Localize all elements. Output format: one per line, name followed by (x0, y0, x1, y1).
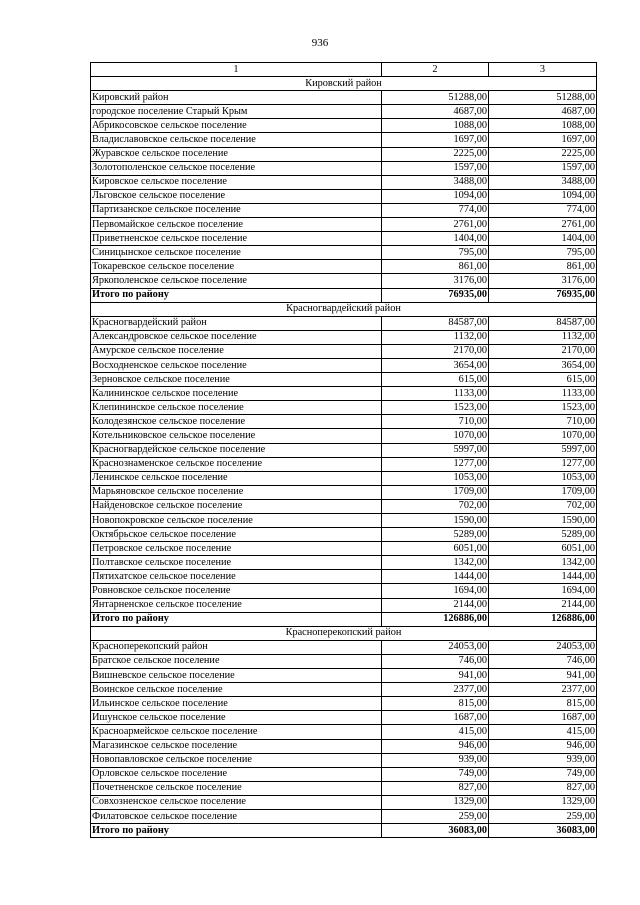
row-value-col3: 1342,00 (489, 556, 597, 570)
row-value-col3: 2225,00 (489, 147, 597, 161)
budget-table (90, 62, 597, 838)
table-row (91, 246, 597, 260)
table-row (91, 105, 597, 119)
row-value-col2: 1329,00 (382, 795, 489, 809)
total-value-col2: 36083,00 (382, 824, 489, 838)
row-value-col2: 1088,00 (382, 119, 489, 133)
row-name: Филатовское сельское поселение (91, 809, 382, 823)
row-name: Восходненское сельское поселение (91, 358, 382, 372)
row-name: Вишневское сельское поселение (91, 669, 382, 683)
row-name: Октябрьское сельское поселение (91, 528, 382, 542)
row-value-col2: 615,00 (382, 373, 489, 387)
table-row (91, 640, 597, 654)
row-value-col3: 815,00 (489, 697, 597, 711)
row-value-col2: 1277,00 (382, 457, 489, 471)
row-value-col2: 6051,00 (382, 542, 489, 556)
row-value-col3: 795,00 (489, 246, 597, 260)
row-value-col2: 1687,00 (382, 711, 489, 725)
row-name: Владиславовское сельское поселение (91, 133, 382, 147)
total-label: Итого по району (91, 288, 382, 302)
table-body (91, 63, 597, 838)
table-row (91, 485, 597, 499)
row-value-col3: 1132,00 (489, 330, 597, 344)
row-value-col2: 1094,00 (382, 189, 489, 203)
row-value-col2: 1132,00 (382, 330, 489, 344)
column-header-2: 2 (382, 63, 489, 77)
row-name: Калининское сельское поселение (91, 387, 382, 401)
row-name: Кировское сельское поселение (91, 175, 382, 189)
total-row (91, 612, 597, 626)
row-name: Абрикосовское сельское поселение (91, 119, 382, 133)
row-value-col3: 415,00 (489, 725, 597, 739)
row-value-col3: 1133,00 (489, 387, 597, 401)
row-value-col3: 5289,00 (489, 528, 597, 542)
table-row (91, 274, 597, 288)
section-header-row (91, 302, 597, 316)
row-value-col2: 1523,00 (382, 401, 489, 415)
table-row (91, 218, 597, 232)
table-row (91, 499, 597, 513)
row-value-col3: 3176,00 (489, 274, 597, 288)
row-name: Красноперекопский район (91, 640, 382, 654)
table-row (91, 570, 597, 584)
row-value-col2: 939,00 (382, 753, 489, 767)
row-value-col2: 24053,00 (382, 640, 489, 654)
row-value-col3: 1277,00 (489, 457, 597, 471)
row-name: Александровское сельское поселение (91, 330, 382, 344)
row-value-col3: 1709,00 (489, 485, 597, 499)
row-value-col3: 1597,00 (489, 161, 597, 175)
table-row (91, 683, 597, 697)
table-row (91, 753, 597, 767)
table-row (91, 401, 597, 415)
row-name: Приветненское сельское поселение (91, 232, 382, 246)
row-name: городское поселение Старый Крым (91, 105, 382, 119)
row-value-col2: 5997,00 (382, 443, 489, 457)
total-value-col3: 36083,00 (489, 824, 597, 838)
row-name: Красногвардейское сельское поселение (91, 443, 382, 457)
table-row (91, 373, 597, 387)
table-row (91, 528, 597, 542)
row-value-col3: 1088,00 (489, 119, 597, 133)
table-row (91, 654, 597, 668)
row-name: Янтарненское сельское поселение (91, 598, 382, 612)
section-title: Красноперекопский район (91, 626, 597, 640)
row-value-col3: 24053,00 (489, 640, 597, 654)
table-row (91, 739, 597, 753)
total-value-col3: 76935,00 (489, 288, 597, 302)
row-name: Первомайское сельское поселение (91, 218, 382, 232)
row-name: Пятихатское сельское поселение (91, 570, 382, 584)
table-row (91, 767, 597, 781)
table-row (91, 260, 597, 274)
row-name: Красноармейское сельское поселение (91, 725, 382, 739)
table-row (91, 203, 597, 217)
table-row (91, 457, 597, 471)
row-name: Льговское сельское поселение (91, 189, 382, 203)
row-value-col2: 1342,00 (382, 556, 489, 570)
row-name: Совхозненское сельское поселение (91, 795, 382, 809)
row-name: Амурское сельское поселение (91, 344, 382, 358)
table-row (91, 669, 597, 683)
total-row (91, 288, 597, 302)
table-row (91, 415, 597, 429)
row-value-col2: 861,00 (382, 260, 489, 274)
row-value-col3: 1444,00 (489, 570, 597, 584)
row-value-col3: 827,00 (489, 781, 597, 795)
row-value-col2: 259,00 (382, 809, 489, 823)
row-name: Почетненское сельское поселение (91, 781, 382, 795)
table-row (91, 330, 597, 344)
row-value-col3: 84587,00 (489, 316, 597, 330)
section-title: Кировский район (91, 77, 597, 91)
row-value-col3: 1687,00 (489, 711, 597, 725)
row-value-col3: 749,00 (489, 767, 597, 781)
row-value-col2: 2761,00 (382, 218, 489, 232)
row-value-col3: 4687,00 (489, 105, 597, 119)
row-value-col3: 1404,00 (489, 232, 597, 246)
row-value-col2: 702,00 (382, 499, 489, 513)
row-value-col2: 795,00 (382, 246, 489, 260)
page-number: 936 (311, 37, 329, 49)
row-value-col3: 1694,00 (489, 584, 597, 598)
table-row (91, 358, 597, 372)
row-value-col2: 710,00 (382, 415, 489, 429)
row-value-col2: 3176,00 (382, 274, 489, 288)
row-name: Ленинское сельское поселение (91, 471, 382, 485)
row-name: Петровское сельское поселение (91, 542, 382, 556)
row-value-col2: 946,00 (382, 739, 489, 753)
row-name: Кировский район (91, 91, 382, 105)
row-name: Колодезянское сельское поселение (91, 415, 382, 429)
row-value-col3: 710,00 (489, 415, 597, 429)
total-row (91, 824, 597, 838)
row-name: Магазинское сельское поселение (91, 739, 382, 753)
row-name: Ильинское сельское поселение (91, 697, 382, 711)
row-name: Братское сельское поселение (91, 654, 382, 668)
table-row (91, 556, 597, 570)
table-row (91, 161, 597, 175)
row-name: Полтавское сельское поселение (91, 556, 382, 570)
row-name: Найденовское сельское поселение (91, 499, 382, 513)
row-value-col2: 3488,00 (382, 175, 489, 189)
row-value-col3: 1590,00 (489, 514, 597, 528)
row-name: Журавское сельское поселение (91, 147, 382, 161)
row-value-col2: 1053,00 (382, 471, 489, 485)
row-value-col2: 1697,00 (382, 133, 489, 147)
row-value-col2: 941,00 (382, 669, 489, 683)
row-value-col2: 415,00 (382, 725, 489, 739)
section-header-row (91, 626, 597, 640)
row-name: Орловское сельское поселение (91, 767, 382, 781)
table-row (91, 91, 597, 105)
table-row (91, 119, 597, 133)
row-value-col2: 84587,00 (382, 316, 489, 330)
row-value-col2: 749,00 (382, 767, 489, 781)
row-value-col3: 1697,00 (489, 133, 597, 147)
table-row (91, 344, 597, 358)
row-value-col2: 4687,00 (382, 105, 489, 119)
row-value-col2: 51288,00 (382, 91, 489, 105)
total-value-col2: 76935,00 (382, 288, 489, 302)
row-name: Новопавловское сельское поселение (91, 753, 382, 767)
table-row (91, 133, 597, 147)
table-row (91, 514, 597, 528)
row-value-col2: 1694,00 (382, 584, 489, 598)
row-value-col3: 6051,00 (489, 542, 597, 556)
row-value-col2: 746,00 (382, 654, 489, 668)
table-row (91, 542, 597, 556)
row-value-col3: 746,00 (489, 654, 597, 668)
row-value-col2: 1404,00 (382, 232, 489, 246)
row-name: Клепининское сельское поселение (91, 401, 382, 415)
total-label: Итого по району (91, 612, 382, 626)
row-value-col2: 774,00 (382, 203, 489, 217)
table-row (91, 443, 597, 457)
row-value-col2: 1709,00 (382, 485, 489, 499)
row-name: Ишунское сельское поселение (91, 711, 382, 725)
row-value-col3: 774,00 (489, 203, 597, 217)
row-name: Марьяновское сельское поселение (91, 485, 382, 499)
row-name: Воинское сельское поселение (91, 683, 382, 697)
row-name: Золотополенское сельское поселение (91, 161, 382, 175)
column-header-row (91, 63, 597, 77)
table-row (91, 471, 597, 485)
row-value-col2: 1070,00 (382, 429, 489, 443)
row-value-col3: 941,00 (489, 669, 597, 683)
table-row (91, 147, 597, 161)
section-header-row (91, 77, 597, 91)
row-value-col2: 2170,00 (382, 344, 489, 358)
row-value-col3: 861,00 (489, 260, 597, 274)
row-value-col2: 5289,00 (382, 528, 489, 542)
row-value-col2: 1590,00 (382, 514, 489, 528)
row-value-col3: 2377,00 (489, 683, 597, 697)
table-row (91, 725, 597, 739)
row-name: Яркополенское сельское поселение (91, 274, 382, 288)
row-value-col2: 3654,00 (382, 358, 489, 372)
row-value-col3: 1523,00 (489, 401, 597, 415)
row-value-col3: 3654,00 (489, 358, 597, 372)
table-row (91, 809, 597, 823)
row-value-col3: 615,00 (489, 373, 597, 387)
row-name: Котельниковское сельское поселение (91, 429, 382, 443)
row-value-col3: 2761,00 (489, 218, 597, 232)
section-title: Красногвардейский район (91, 302, 597, 316)
row-value-col3: 1053,00 (489, 471, 597, 485)
row-name: Зерновское сельское поселение (91, 373, 382, 387)
row-value-col2: 827,00 (382, 781, 489, 795)
total-value-col2: 126886,00 (382, 612, 489, 626)
table-row (91, 387, 597, 401)
column-header-1: 1 (91, 63, 382, 77)
row-value-col2: 1597,00 (382, 161, 489, 175)
row-value-col2: 2377,00 (382, 683, 489, 697)
row-value-col3: 3488,00 (489, 175, 597, 189)
column-header-3: 3 (489, 63, 597, 77)
table-row (91, 598, 597, 612)
row-name: Новопокровское сельское поселение (91, 514, 382, 528)
row-value-col2: 1444,00 (382, 570, 489, 584)
table-row (91, 697, 597, 711)
row-name: Краснознаменское сельское поселение (91, 457, 382, 471)
table-row (91, 189, 597, 203)
row-name: Токаревское сельское поселение (91, 260, 382, 274)
row-value-col3: 5997,00 (489, 443, 597, 457)
table-row (91, 781, 597, 795)
row-value-col3: 1094,00 (489, 189, 597, 203)
row-value-col3: 51288,00 (489, 91, 597, 105)
row-value-col3: 939,00 (489, 753, 597, 767)
row-name: Ровновское сельское поселение (91, 584, 382, 598)
row-value-col2: 815,00 (382, 697, 489, 711)
row-value-col2: 1133,00 (382, 387, 489, 401)
row-value-col3: 1070,00 (489, 429, 597, 443)
table-row (91, 711, 597, 725)
table-row (91, 316, 597, 330)
total-value-col3: 126886,00 (489, 612, 597, 626)
row-value-col3: 1329,00 (489, 795, 597, 809)
row-value-col3: 2170,00 (489, 344, 597, 358)
row-value-col3: 946,00 (489, 739, 597, 753)
row-value-col3: 2144,00 (489, 598, 597, 612)
table-row (91, 175, 597, 189)
row-name: Красногвардейский район (91, 316, 382, 330)
row-value-col2: 2144,00 (382, 598, 489, 612)
table-row (91, 584, 597, 598)
row-name: Партизанское сельское поселение (91, 203, 382, 217)
table-row (91, 429, 597, 443)
table-row (91, 232, 597, 246)
row-value-col3: 702,00 (489, 499, 597, 513)
row-value-col3: 259,00 (489, 809, 597, 823)
total-label: Итого по району (91, 824, 382, 838)
table-row (91, 795, 597, 809)
row-value-col2: 2225,00 (382, 147, 489, 161)
row-name: Синицынское сельское поселение (91, 246, 382, 260)
